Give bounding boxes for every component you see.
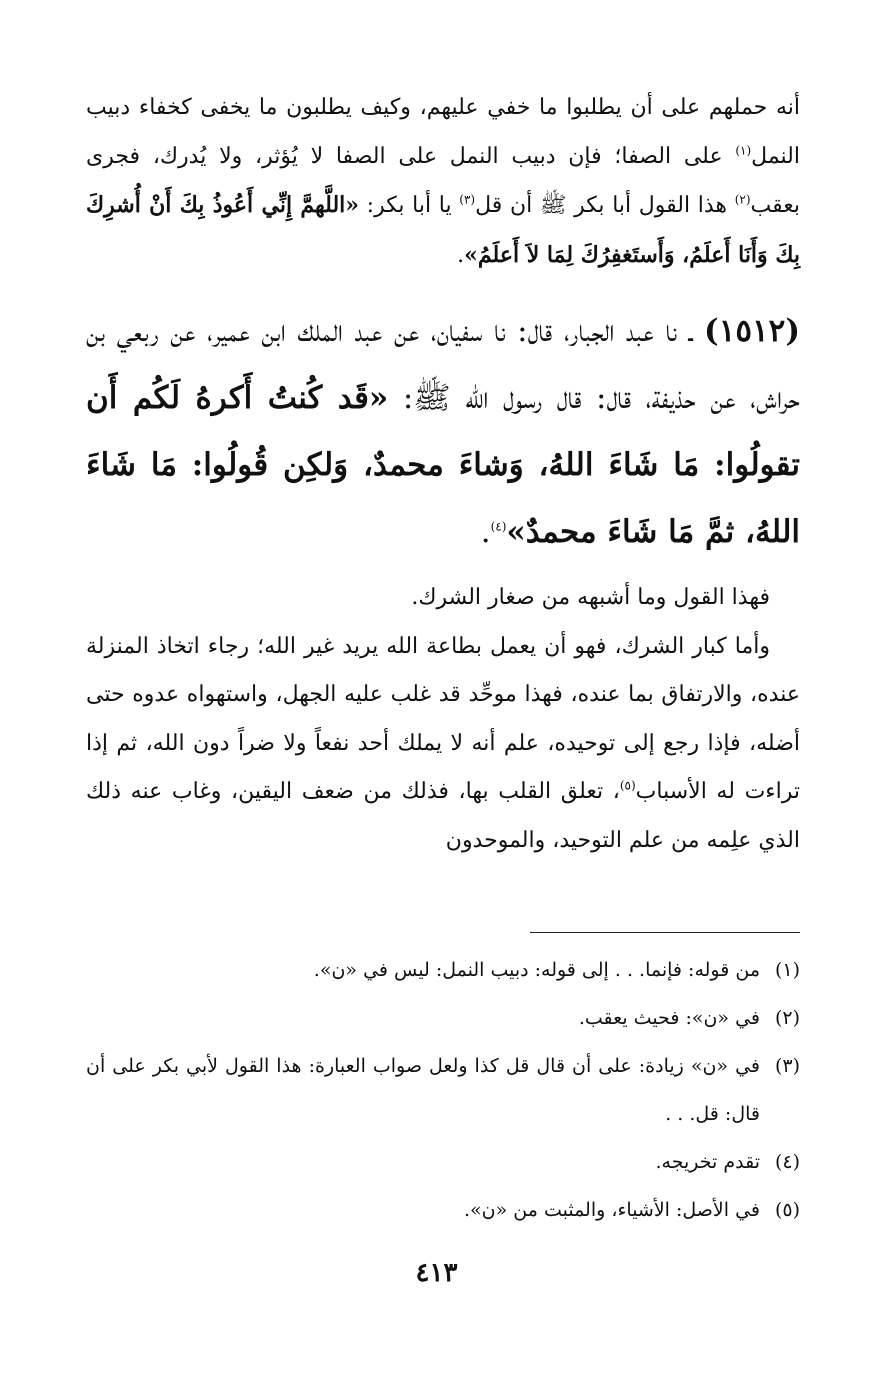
paragraph-1 (86, 84, 800, 280)
hadith-number: (١٥١٢) (704, 313, 800, 349)
hadith-end: . (480, 514, 491, 550)
footnote-divider (530, 932, 800, 933)
paragraph-1-mid2: هذا القول أبا بكر ﷺ أن قل (475, 193, 735, 218)
footnote-ref-3: (٣) (459, 192, 476, 207)
paragraph-1-mid3: يا أبا بكر: (359, 193, 460, 218)
paragraph-4-end: ، تعلق القلب بها، فذلك من ضعف اليقين، وغاب عنه ذلك الذي علِمه من علم التوحيد، والموحدون (86, 779, 800, 853)
footnote-number: (١) (774, 959, 800, 981)
footnote-5 (86, 1186, 800, 1234)
footnotes-list (86, 946, 800, 1234)
footnote-1 (86, 946, 800, 994)
footnote-ref-5: (٥) (619, 778, 636, 793)
footnote-text: في «ن»: فحيث يعقب. (578, 1007, 760, 1029)
footnote-text: تقدم تخريجه. (655, 1151, 760, 1173)
paragraph-4-start: وأما كبار الشرك، فهو أن يعمل بطاعة الله يريد غير الله؛ رجاء اتخاذ المنزلة عنده، والارتفاق بما عنده، فهذا موحِّد قد غلب عليه الجهل، واستهواه عدوه حتى أضله، فإذا رجع إلى توحيده، علم أنه لا يملك أحد نفعاً ولا ضراً دون الله، ثم إذا تراءت له الأسباب (86, 633, 800, 804)
hadith-chain: ـ نا عبد الجبار، قال: نا سفيان، عن عبد الملك ابن عمير، عن ربعي بن حراش، عن حذيفة، قال: قال رسول الله ﷺ: (86, 313, 800, 416)
paragraph-1-mid1: على الصفا؛ فإن دبيب النمل على الصفا لا يُؤثر، ولا يُدرك، فجرى بعقب (86, 143, 800, 218)
footnote-text: من قوله: فإنما. . . إلى قوله: دبيب النمل: ليس في «ن». (313, 959, 760, 981)
hadith-quote: «قَد كُنتُ أَكرهُ لَكُم أَن تقولُوا: مَا شَاءَ اللهُ، وَشاءَ محمدٌ، وَلكِن قُولُوا: مَا شَاءَ اللهُ، ثمَّ مَا شَاءَ محمدٌ» (86, 380, 800, 550)
footnote-3 (86, 1042, 800, 1138)
footnote-number: (٢) (774, 1007, 800, 1029)
paragraph-1-intro: أنه حملهم على أن يطلبوا ما خفي عليهم، وكيف يطلبون ما يخفى كخفاء دبيب النمل (86, 95, 800, 169)
footnote-number: (٤) (774, 1151, 800, 1173)
hadith-paragraph (86, 298, 800, 566)
paragraph-1-end: . (457, 242, 465, 268)
footnote-ref-1: (١) (735, 143, 752, 158)
paragraph-3: فهذا القول وما أشبهه من صغار الشرك. (411, 585, 770, 610)
footnote-number: (٥) (774, 1199, 800, 1221)
page-number: ٤١٣ (415, 1258, 458, 1288)
footnote-text: في «ن» زيادة: على أن قال قل كذا ولعل صواب العبارة: هذا القول لأبي بكر على أن قال: قل. . . (86, 1055, 760, 1125)
footnote-text: في الأصل: الأشياء، والمثبت من «ن». (463, 1199, 760, 1221)
paragraph-4 (86, 623, 800, 866)
footnote-ref-2: (٢) (734, 192, 751, 207)
footnote-4 (86, 1138, 800, 1186)
footnote-number: (٣) (774, 1055, 800, 1077)
supplication-text: «اللَّهمَّ إِنِّي أَعُوذُ بِكَ أَنْ أُشرِكَ بِكَ وَأَنَا أَعلَمُ، وَأَستَغفِرُكَ لِمَا لاَ أَعلَمُ» (86, 192, 800, 268)
footnote-2 (86, 994, 800, 1042)
main-text (86, 84, 800, 865)
footnote-ref-4: (٤) (490, 519, 507, 534)
